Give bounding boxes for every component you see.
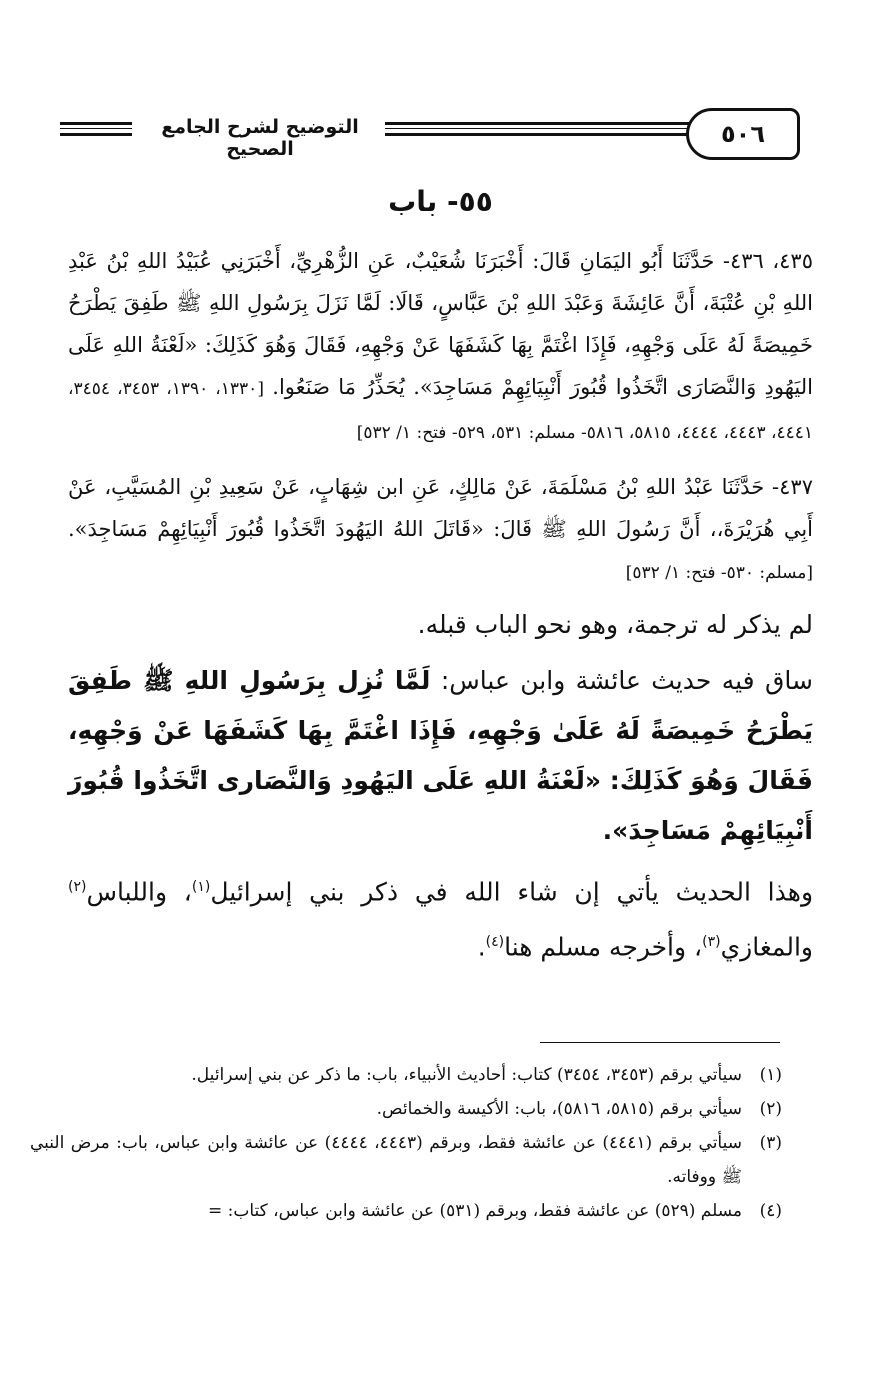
- chapter-title: ٥٥- باب: [388, 185, 493, 218]
- footnote-body: مسلم (٥٢٩) عن عائشة فقط، وبرقم (٥٣١) عن عائشة وابن عباس، كتاب:: [227, 1201, 742, 1221]
- footnote-text: سيأتي برقم (٣٤٥٣، ٣٤٥٤) كتاب: أحاديث الأنبياء، باب: ما ذكر عن بني إسرائيل.: [191, 1065, 742, 1085]
- commentary-text: وهذا الحديث يأتي إن شاء الله في ذكر بني إسرائيل: [210, 877, 814, 907]
- commentary-text: ، وأخرجه مسلم هنا: [504, 932, 703, 962]
- footnote: [30, 1058, 782, 1092]
- commentary-text: .: [477, 932, 486, 962]
- header-rule: [60, 133, 132, 136]
- footnote-number: (٢): [759, 1099, 782, 1119]
- footnote: [30, 1092, 782, 1126]
- continuation-mark: =: [207, 1201, 223, 1221]
- footnote: [30, 1126, 782, 1194]
- hadith-references: [١٣٣٠، ١٣٩٠، ٣٤٥٣، ٣٤٥٤، ٤٤٤١، ٤٤٤٣، ٤٤٤٤، ٥٨١٥، ٥٨١٦- مسلم: ٥٣١، ٥٢٩- فتح: ١/ ٥٣٢]: [68, 379, 813, 443]
- footnote-separator: [540, 1042, 780, 1043]
- hadith-text: ٤٣٧- حَدَّثَنَا عَبْدُ اللهِ بْنُ مَسْلَمَةَ، عَنْ مَالِكٍ، عَنِ ابن شِهَابٍ، عَنْ سَعِيدِ بْنِ المُسَيَّبِ، عَنْ أَبِي هُرَيْرَةَ،، أَنَّ رَسُولَ اللهِ ﷺ قَالَ: «قَاتَلَ اللهُ اليَهُودَ اتَّخَذُوا قُبُورَ أَنْبِيَائِهِمْ مَسَاجِدَ».: [68, 475, 813, 541]
- header-rule: [60, 122, 132, 125]
- footnote-number: (١): [759, 1065, 782, 1085]
- hadith-text: ٤٣٥، ٤٣٦- حَدَّثَنَا أَبُو اليَمَانِ قَالَ: أَخْبَرَنَا شُعَيْبٌ، عَنِ الزُّهْرِيِّ، أَخْبَرَنِي عُبَيْدُ اللهِ بْنُ عَبْدِ اللهِ بْنِ عُتْبَةَ، أَنَّ عَائِشَةَ وَعَبْدَ اللهِ بْنَ عَبَّاسٍ، قَالَا: لَمَّا نَزَلَ بِرَسُولِ اللهِ ﷺ طَفِقَ يَطْرَحُ خَمِيصَةً لَهُ عَلَى وَجْهِهِ، فَإِذَا اغْتَمَّ بِهَا كَشَفَهَا عَنْ وَجْهِهِ، فَقَالَ وَهُوَ كَذَلِكَ: «لَعْنَةُ اللهِ عَلَى اليَهُودِ وَالنَّصَارَى اتَّخَذُوا قُبُورَ أَنْبِيَائِهِمْ مَسَاجِدَ». يُحَذِّرُ مَا صَنَعُوا.: [68, 249, 813, 399]
- commentary-paragraph: [68, 862, 813, 973]
- commentary-paragraph: لم يذكر له ترجمة، وهو نحو الباب قبله.: [417, 610, 813, 639]
- running-header: [60, 108, 800, 158]
- header-rule: [385, 133, 715, 136]
- footnote-ref[interactable]: (٤): [485, 934, 505, 951]
- hadith-435-436: [68, 240, 813, 454]
- footnotes: [30, 1058, 782, 1228]
- footnote-number: (٣): [759, 1133, 782, 1153]
- page-number: ٥٠٦: [686, 108, 800, 160]
- footnote-text: سيأتي برقم (٥٨١٥، ٥٨١٦)، باب: الأكيسة والخمائص.: [376, 1099, 742, 1119]
- footnote: [30, 1194, 782, 1228]
- quoted-hadith: لَمَّا نُزِل بِرَسُولِ اللهِ ﷺ طَفِقَ يَطْرَحُ خَمِيصَةً لَهُ عَلَىٰ وَجْهِهِ، فَإِذَا اغْتَمَّ بِهَا كَشَفَهَا عَنْ وَجْهِهِ، فَقَالَ وَهُوَ كَذَلِكَ: «لَعْنَةُ اللهِ عَلَى اليَهُودِ وَالنَّصَارى اتَّخَذُوا قُبُورَ أَنْبِيَائِهِمْ مَسَاجِدَ».: [68, 666, 813, 845]
- header-rule: [385, 122, 715, 125]
- footnote-ref[interactable]: (٢): [68, 879, 87, 895]
- hadith-references: [مسلم: ٥٣٠- فتح: ١/ ٥٣٢]: [625, 563, 813, 583]
- commentary-text: ، واللباس: [86, 877, 192, 907]
- commentary-text: ساق فيه حديث عائشة وابن عباس:: [430, 666, 813, 695]
- main-text: [68, 185, 813, 973]
- header-rule: [60, 128, 132, 129]
- commentary-text: والمغازي: [720, 932, 813, 962]
- book-title: التوضيح لشرح الجامع الصحيح: [135, 116, 385, 160]
- commentary-paragraph: [68, 656, 813, 856]
- footnote-ref[interactable]: (٣): [702, 934, 721, 951]
- footnote-text: سيأتي برقم (٤٤٤١) عن عائشة فقط، وبرقم (٤٤٤٣، ٤٤٤٤) عن عائشة وابن عباس، باب: مرض النبي ﷺ ووفاته.: [30, 1133, 742, 1187]
- hadith-437: [68, 466, 813, 594]
- footnote-number: (٤): [759, 1201, 782, 1221]
- header-rule: [385, 128, 715, 129]
- footnote-text: [30, 1194, 742, 1228]
- footnote-ref[interactable]: (١): [191, 879, 211, 895]
